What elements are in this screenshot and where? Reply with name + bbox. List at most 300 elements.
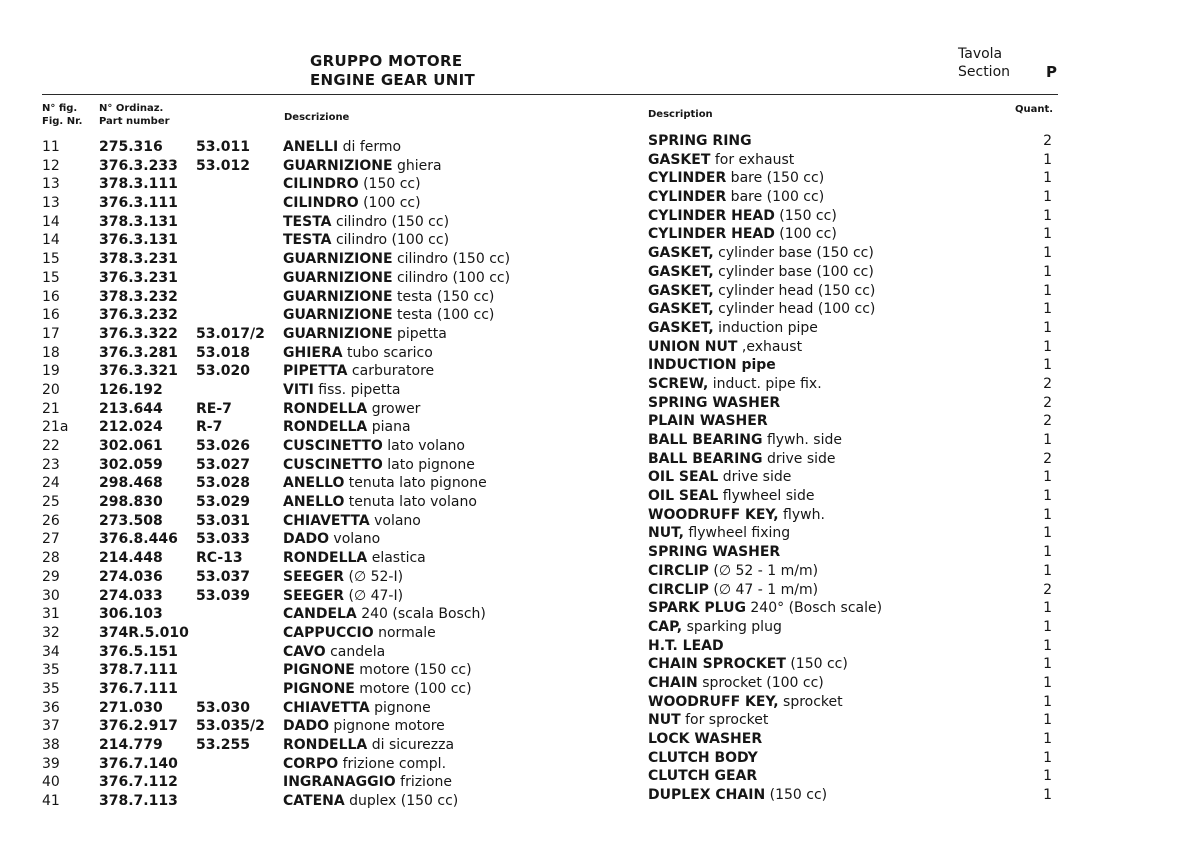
tavola-label: Tavola (958, 46, 1003, 62)
fig-number: 39 (42, 755, 60, 772)
description-italian-rest: lato volano (382, 438, 465, 454)
table-row (0, 600, 1200, 624)
fig-number: 19 (42, 363, 60, 380)
description-english-key: UNION NUT (648, 338, 738, 355)
description-italian (283, 288, 494, 307)
table-row (0, 712, 1200, 736)
table-row (0, 189, 1200, 213)
quantity: 2 (1043, 394, 1052, 411)
quantity: 1 (1043, 263, 1052, 280)
description-italian-rest: fiss. pipetta (313, 381, 401, 398)
fig-number: 22 (42, 438, 60, 454)
description-italian (283, 325, 447, 344)
reference-code: 53.011 (196, 139, 251, 155)
quantity: 1 (1043, 544, 1052, 561)
description-italian-key: PIGNONE (283, 662, 355, 679)
description-english-key: LOCK WASHER (648, 731, 763, 747)
fig-number: 12 (42, 157, 60, 174)
description-italian (283, 250, 510, 269)
part-number: 376.7.112 (99, 774, 178, 791)
description-italian-key: CHIAVETTA (283, 512, 370, 529)
description-italian-rest: motore (100 cc) (354, 680, 472, 697)
table-row (0, 263, 1200, 288)
quantity: 1 (1043, 151, 1052, 168)
table-row (0, 319, 1200, 344)
quantity: 1 (1043, 469, 1052, 486)
description-english (648, 263, 874, 282)
fig-number: 26 (42, 512, 60, 529)
description-italian-key: VITI (283, 381, 314, 398)
description-italian-rest: di fermo (338, 139, 402, 155)
description-english (648, 356, 776, 375)
part-number: 376.3.111 (99, 195, 178, 212)
reference-code: 53.018 (196, 344, 251, 361)
description-italian-rest: piana (367, 419, 411, 436)
description-english-rest: (150 cc) (765, 787, 828, 804)
part-number: 376.3.322 (99, 325, 178, 342)
quantity: 1 (1043, 245, 1052, 262)
table-row (0, 768, 1200, 792)
part-number: 378.3.232 (99, 288, 178, 305)
fig-number: 37 (42, 718, 60, 735)
column-header-part-en: Part number (99, 116, 170, 127)
table-row (0, 432, 1200, 456)
table-row (0, 301, 1200, 325)
section-letter: P (1046, 63, 1057, 81)
column-header-part-it: N° Ordinaz. (99, 103, 164, 114)
description-english (648, 543, 780, 562)
fig-number: 25 (42, 494, 60, 511)
part-number: 274.033 (99, 587, 163, 604)
quantity: 1 (1043, 768, 1052, 785)
fig-number: 23 (42, 456, 60, 473)
table-row (0, 562, 1200, 587)
fig-number: 35 (42, 680, 60, 697)
description-italian-key: GUARNIZIONE (283, 269, 393, 286)
quantity: 1 (1043, 600, 1052, 617)
description-english (648, 767, 757, 786)
description-english-rest: drive side (718, 469, 792, 486)
description-italian-key: SEEGER (283, 568, 345, 585)
description-english (648, 207, 837, 226)
table-row (0, 357, 1200, 381)
description-italian-key: INGRANAGGIO (283, 774, 396, 791)
part-number: 271.030 (99, 699, 163, 716)
description-italian (283, 456, 475, 475)
fig-number: 35 (42, 662, 60, 679)
description-english-rest: for sprocket (680, 712, 769, 729)
description-english (648, 282, 875, 301)
description-english (648, 674, 824, 693)
description-english-rest: bare (150 cc) (726, 170, 825, 187)
description-english (648, 394, 780, 413)
description-english-rest: ,exhaust (737, 338, 803, 355)
description-english-key: CYLINDER (648, 170, 727, 187)
reference-code: 53.035/2 (196, 718, 265, 735)
column-header-part (99, 102, 170, 128)
description-english-rest: (∅ 52 - 1 m/m) (708, 562, 819, 579)
part-number: 376.3.321 (99, 363, 178, 380)
description-english-key: SPRING RING (648, 133, 752, 149)
description-english-key: CHAIN SPROCKET (648, 656, 786, 673)
quantity: 1 (1043, 637, 1052, 654)
description-italian-key: ANELLI (283, 139, 339, 155)
fig-number: 15 (42, 269, 60, 286)
part-number: 302.059 (99, 456, 163, 473)
part-number: 378.3.111 (99, 176, 178, 193)
description-italian (283, 661, 472, 680)
fig-number: 15 (42, 251, 60, 268)
description-italian-rest: volano (369, 512, 421, 529)
part-number: 298.468 (99, 475, 163, 492)
fig-number: 40 (42, 774, 60, 791)
table-row (0, 731, 1200, 755)
description-english-rest: (100 cc) (774, 226, 837, 243)
description-english-rest: flywheel fixing (683, 525, 791, 542)
part-number: 298.830 (99, 494, 163, 511)
reference-code: 53.029 (196, 494, 251, 511)
column-header-description-it: Descrizione (284, 112, 350, 123)
part-number: 378.3.231 (99, 251, 178, 268)
description-italian-key: GUARNIZIONE (283, 288, 393, 305)
description-italian-key: TESTA (283, 232, 332, 249)
description-italian-rest: grower (367, 400, 421, 417)
description-italian (283, 418, 411, 437)
quantity: 1 (1043, 712, 1052, 729)
description-italian-key: DADO (283, 531, 329, 548)
description-english-key: NUT, (648, 525, 684, 542)
description-italian-key: ANELLO (283, 475, 345, 492)
description-english (648, 730, 762, 749)
description-english (648, 450, 836, 469)
quantity: 1 (1043, 787, 1052, 804)
description-italian (283, 605, 486, 624)
description-english-rest: induction pipe (713, 319, 818, 336)
table-row (0, 450, 1200, 475)
description-english (648, 711, 768, 730)
section-label: Section (958, 64, 1011, 80)
description-italian-key: GUARNIZIONE (283, 157, 393, 174)
description-english (648, 132, 752, 151)
description-english-rest: cylinder base (150 cc) (713, 245, 874, 262)
fig-number: 13 (42, 195, 60, 212)
description-english (648, 244, 874, 263)
table-row (0, 338, 1200, 363)
description-italian (283, 530, 380, 549)
description-italian-key: RONDELLA (283, 419, 368, 436)
description-italian (283, 549, 426, 568)
reference-code: 53.037 (196, 568, 251, 585)
description-english (648, 693, 843, 712)
fig-number: 13 (42, 176, 60, 193)
description-italian-rest: (100 cc) (358, 195, 421, 212)
description-italian-rest: pignone (369, 699, 431, 716)
part-number: 214.779 (99, 737, 163, 753)
part-number: 376.5.151 (99, 643, 178, 660)
description-english (648, 562, 818, 581)
table-row (0, 375, 1200, 400)
description-italian (283, 362, 434, 381)
description-italian-key: CUSCINETTO (283, 438, 383, 454)
description-italian (283, 643, 385, 662)
column-header-fig-it: N° fig. (42, 103, 78, 114)
quantity: 1 (1043, 656, 1052, 673)
part-number: 378.3.131 (99, 213, 178, 230)
description-italian-rest: cilindro (150 cc) (392, 251, 511, 268)
description-italian (283, 269, 510, 288)
part-number: 213.644 (99, 400, 163, 417)
description-italian (283, 437, 465, 456)
description-english (648, 169, 824, 188)
description-italian-rest: di sicurezza (367, 737, 455, 753)
table-row (0, 506, 1200, 531)
description-italian-rest: pignone motore (328, 718, 445, 735)
description-english (648, 300, 875, 319)
description-english (648, 468, 791, 487)
description-english-key: SPRING WASHER (648, 394, 781, 411)
description-italian-key: CILINDRO (283, 195, 359, 212)
description-english-rest: cylinder head (100 cc) (713, 301, 876, 318)
table-row (0, 469, 1200, 493)
part-number: 302.061 (99, 438, 163, 454)
quantity: 2 (1043, 375, 1052, 392)
description-italian (283, 381, 400, 400)
fig-number: 24 (42, 475, 60, 492)
title-english: ENGINE GEAR UNIT (310, 71, 476, 89)
reference-code: 53.039 (196, 587, 251, 604)
table-row (0, 749, 1200, 774)
quantity: 1 (1043, 693, 1052, 710)
description-english-rest: (150 cc) (785, 656, 848, 673)
description-italian-rest: (∅ 47-I) (344, 587, 404, 604)
description-italian-rest: volano (328, 531, 381, 548)
fig-number: 34 (42, 643, 60, 660)
part-number: 376.3.232 (99, 307, 178, 324)
description-english-rest: (150 cc) (774, 207, 837, 224)
description-italian (283, 344, 433, 363)
description-english (648, 338, 802, 357)
table-row (0, 656, 1200, 680)
description-english-key: SPARK PLUG (648, 600, 746, 617)
description-italian (283, 213, 449, 232)
reference-code: 53.031 (196, 512, 251, 529)
fig-number: 28 (42, 550, 60, 567)
quantity: 1 (1043, 282, 1052, 299)
description-english-rest: sparking plug (682, 618, 782, 635)
description-english (648, 319, 818, 338)
description-italian-key: GUARNIZIONE (283, 325, 393, 342)
fig-number: 27 (42, 531, 60, 548)
part-number: 378.7.111 (99, 662, 178, 679)
reference-code: 53.026 (196, 438, 251, 454)
quantity: 1 (1043, 618, 1052, 635)
fig-number: 16 (42, 288, 60, 305)
description-english (648, 786, 827, 805)
description-italian-key: CILINDRO (283, 176, 359, 193)
reference-code: 53.020 (196, 363, 251, 380)
description-italian-rest: ghiera (392, 157, 442, 174)
description-italian-rest: (150 cc) (358, 176, 421, 193)
fig-number: 14 (42, 213, 60, 230)
description-english-key: CLUTCH GEAR (648, 768, 758, 785)
description-italian (283, 717, 445, 736)
section-label-block (958, 45, 1010, 81)
description-english-key: CHAIN (648, 674, 698, 691)
description-english (648, 506, 825, 525)
table-row (0, 637, 1200, 662)
table-row (0, 394, 1200, 419)
description-italian-key: RONDELLA (283, 400, 368, 417)
description-english-rest: 240° (Bosch scale) (745, 600, 883, 617)
quantity: 1 (1043, 525, 1052, 542)
description-italian-key: DADO (283, 718, 329, 735)
fig-number: 38 (42, 737, 60, 753)
part-number: 376.8.446 (99, 531, 178, 548)
header-divider (42, 94, 1058, 95)
description-english-rest: cylinder base (100 cc) (713, 263, 874, 280)
description-italian-key: GUARNIZIONE (283, 251, 393, 268)
description-italian-rest: testa (100 cc) (392, 307, 495, 324)
description-english-key: SCREW, (648, 375, 709, 392)
description-english-key: CAP, (648, 618, 683, 635)
description-english-key: GASKET, (648, 301, 714, 318)
column-header-fig (42, 102, 82, 128)
quantity: 1 (1043, 357, 1052, 374)
description-italian-rest: lato pignone (382, 456, 475, 473)
description-english (648, 188, 824, 207)
description-italian (283, 400, 420, 419)
table-row (0, 525, 1200, 549)
description-italian-rest: cilindro (150 cc) (331, 213, 450, 230)
part-number: 376.7.111 (99, 680, 178, 697)
description-italian (283, 493, 477, 512)
description-english-key: WOODRUFF KEY, (648, 506, 779, 523)
description-english-key: GASKET, (648, 245, 714, 262)
part-number: 275.316 (99, 139, 163, 155)
reference-code: 53.255 (196, 737, 251, 753)
description-italian (283, 773, 452, 792)
quantity: 1 (1043, 301, 1052, 318)
column-header-quantity: Quant. (1015, 104, 1054, 115)
description-english (648, 599, 882, 618)
quantity: 1 (1043, 319, 1052, 336)
description-english-key: CLUTCH BODY (648, 749, 758, 766)
description-italian (283, 157, 442, 176)
description-italian-rest: duplex (150 cc) (344, 793, 459, 810)
fig-number: 16 (42, 307, 60, 324)
description-english-key: GASKET, (648, 263, 714, 280)
fig-number: 36 (42, 699, 60, 716)
description-english (648, 431, 842, 450)
quantity: 1 (1043, 488, 1052, 505)
description-italian (283, 231, 449, 250)
part-number: 376.2.917 (99, 718, 178, 735)
quantity: 1 (1043, 562, 1052, 579)
part-number: 374R.5.010 (99, 624, 189, 641)
reference-code: 53.028 (196, 475, 251, 492)
description-english-rest: sprocket (100 cc) (697, 674, 824, 691)
description-italian (283, 568, 403, 587)
description-italian-key: CAPPUCCIO (283, 624, 374, 641)
table-row (0, 151, 1200, 176)
part-number: 212.024 (99, 419, 163, 436)
description-italian (283, 512, 421, 531)
description-italian-key: GUARNIZIONE (283, 307, 393, 324)
description-english-key: CIRCLIP (648, 581, 709, 598)
description-italian-key: CUSCINETTO (283, 456, 383, 473)
quantity: 1 (1043, 506, 1052, 523)
fig-number: 21a (42, 419, 69, 436)
title-italian: GRUPPO MOTORE (310, 52, 463, 70)
description-italian-rest: (∅ 52-I) (344, 568, 404, 585)
fig-number: 30 (42, 587, 60, 604)
description-italian-key: SEEGER (283, 587, 345, 604)
description-english (648, 618, 782, 637)
description-english (648, 524, 790, 543)
description-english (648, 637, 724, 656)
description-italian-rest: cilindro (100 cc) (392, 269, 511, 286)
description-english-rest: flywheel side (718, 488, 815, 505)
reference-code: 53.033 (196, 531, 251, 548)
table-row (0, 413, 1200, 437)
description-italian-rest: elastica (367, 550, 426, 567)
description-english (648, 375, 822, 394)
table-row (0, 787, 1200, 811)
table-row (0, 693, 1200, 718)
description-english-key: INDUCTION pipe (648, 357, 776, 374)
reference-code: RC-13 (196, 550, 243, 567)
quantity: 1 (1043, 731, 1052, 747)
description-english (648, 225, 837, 244)
quantity: 2 (1043, 450, 1052, 467)
description-english-key: GASKET, (648, 319, 714, 336)
description-italian (283, 175, 421, 194)
parts-table (0, 133, 1200, 811)
quantity: 2 (1043, 413, 1052, 430)
description-italian-key: CAVO (283, 643, 326, 660)
description-english-key: CYLINDER HEAD (648, 207, 775, 224)
fig-number: 11 (42, 139, 60, 155)
description-english (648, 151, 794, 170)
description-italian (283, 792, 458, 811)
table-row (0, 581, 1200, 606)
quantity: 1 (1043, 207, 1052, 224)
description-english-rest: cylinder head (150 cc) (713, 282, 876, 299)
description-english-key: CYLINDER HEAD (648, 226, 775, 243)
description-english-rest: sprocket (778, 693, 843, 710)
quantity: 1 (1043, 226, 1052, 243)
description-italian-rest: 240 (scala Bosch) (356, 606, 486, 623)
description-english-rest: (∅ 47 - 1 m/m) (708, 581, 819, 598)
description-english-key: CYLINDER (648, 189, 727, 206)
description-italian (283, 755, 446, 774)
part-number: 273.508 (99, 512, 163, 529)
column-header-fig-en: Fig. Nr. (42, 116, 83, 127)
description-italian-key: CORPO (283, 755, 339, 772)
description-english-key: CIRCLIP (648, 562, 709, 579)
fig-number: 41 (42, 793, 60, 810)
description-italian-key: CANDELA (283, 606, 357, 623)
description-italian (283, 474, 487, 493)
reference-code: RE-7 (196, 400, 232, 417)
table-row (0, 674, 1200, 699)
description-italian-key: RONDELLA (283, 550, 368, 567)
description-italian (283, 306, 494, 325)
description-italian (283, 680, 472, 699)
description-italian (283, 624, 436, 643)
description-english-key: PLAIN WASHER (648, 413, 768, 430)
description-italian-rest: pipetta (392, 325, 447, 342)
